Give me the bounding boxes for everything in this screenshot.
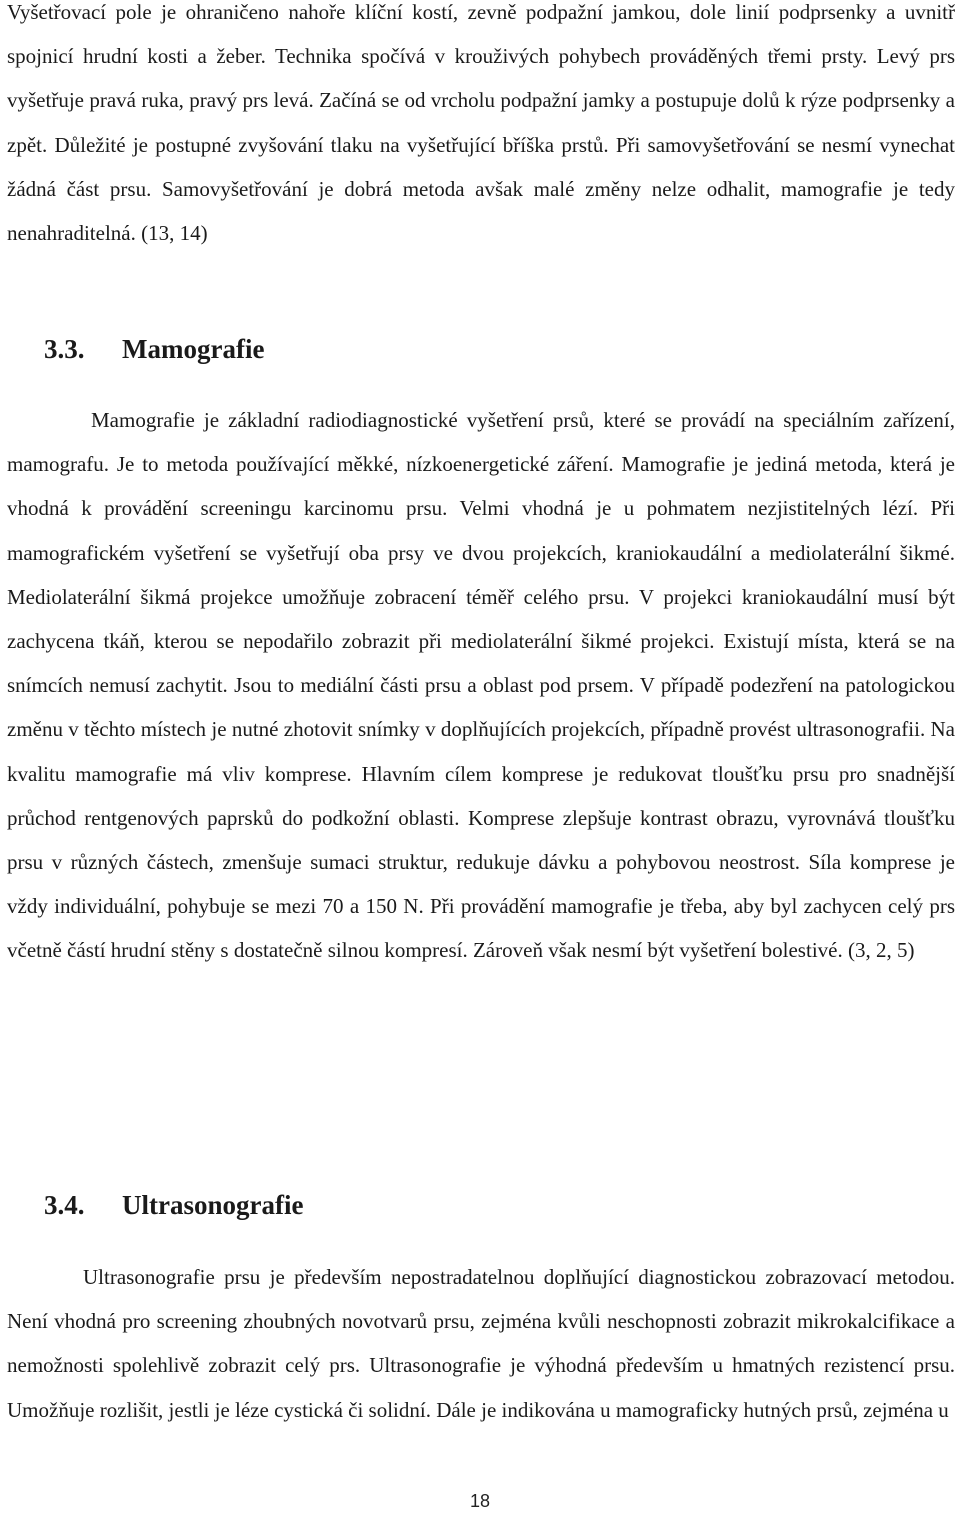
- section-number: 3.4.: [44, 1190, 85, 1220]
- section-heading-ultrasonografie: [44, 1188, 303, 1222]
- ultrasonografie-paragraph: Ultrasonografie prsu je především nepostradatelnou doplňující diagnostickou zobrazovací metodou. Není vhodná pro screening zhoubných novotvarů prsu, zejména kvůli neschopnosti zobrazit mikrokalcifikace a nemožnosti spolehlivě zobrazit celý prs. Ultrasonografie je výhodná především u hmatných rezistencí prsu. Umožňuje rozlišit, jestli je léze cystická či solidní. Dále je indikována u mamograficky hutných prsů, zejména u: [7, 1265, 955, 1422]
- section-title: Mamografie: [122, 334, 265, 364]
- intro-paragraph: Vyšetřovací pole je ohraničeno nahoře klíční kostí, zevně podpažní jamkou, dole linií podprsenky a uvnitř spojnicí hrudní kosti a žeber. Technika spočívá v krouživých pohybech prováděných třemi prsty. Levý prs vyšetřuje pravá ruka, pravý prs levá. Začíná se od vrcholu podpažní jamky a postupuje dolů k rýze podprsenky a zpět. Důležité je postupné zvyšování tlaku na vyšetřující bříška prstů. Při samovyšetřování se nesmí vynechat žádná část prsu. Samovyšetřování je dobrá metoda avšak malé změny nelze odhalit, mamografie je tedy nenahraditelná. (13, 14): [7, 0, 955, 246]
- section-heading-mamografie: [44, 332, 264, 366]
- section-title: Ultrasonografie: [122, 1190, 304, 1220]
- mamografie-paragraph: Mamografie je základní radiodiagnostické vyšetření prsů, které se provádí na speciálním zařízení, mamografu. Je to metoda používající měkké, nízkoenergetické záření. Mamografie je jediná metoda, která je vhodná k provádění screeningu karcinomu prsu. Velmi vhodná je u pohmatem nezjistitelných lézí. Při mamografickém vyšetření se vyšetřují oba prsy ve dvou projekcích, kraniokaudální a mediolaterální šikmé. Mediolaterální šikmá projekce umožňuje zobracení téměř celého prsu. V projekci kraniokaudální musí být zachycena tkáň, kterou se nepodařilo zobrazit při mediolaterální šikmé projekci. Existují místa, která se na snímcích nemusí zachytit. Jsou to mediální části prsu a oblast pod prsem. V případě podezření na patologickou změnu v těchto místech je nutné zhotovit snímky v doplňujících projekcích, případně provést ultrasonografii. Na kvalitu mamografie má vliv komprese. Hlavním cílem komprese je redukovat tloušťku prsu pro snadnější průchod rentgenových paprsků do podkožní oblasti. Komprese zlepšuje kontrast obrazu, vyrovnává tloušťku prsu v různých částech, zmenšuje sumaci struktur, redukuje dávku a pohybovou neostrost. Síla komprese je vždy individuální, pohybuje se mezi 70 a 150 N. Při provádění mamografie je třeba, aby byl zachycen celý prs včetně částí hrudní stěny s dostatečně silnou kompresí. Zároveň však nesmí být vyšetření bolestivé. (3, 2, 5): [7, 408, 955, 963]
- page-number: 18: [469, 1491, 491, 1511]
- section-number: 3.3.: [44, 334, 85, 364]
